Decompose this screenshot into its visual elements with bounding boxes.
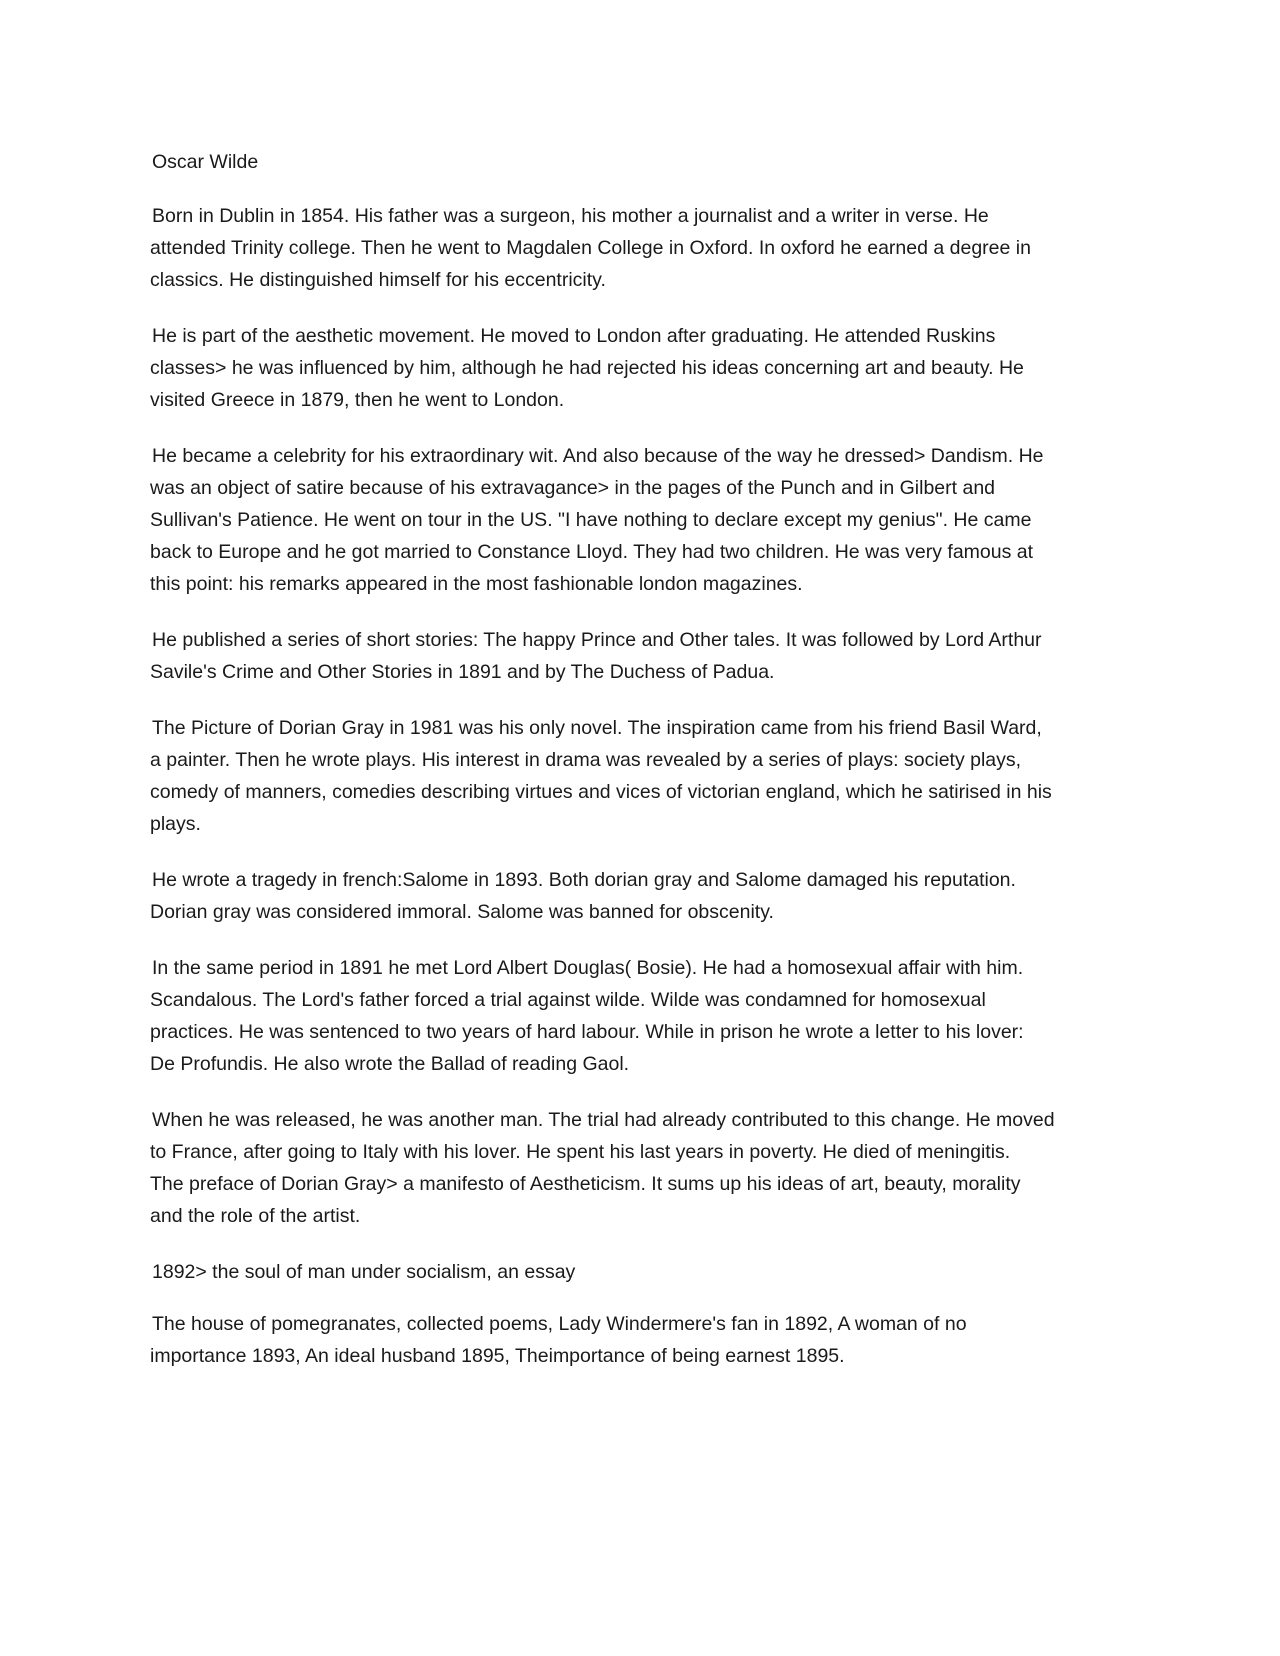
paragraph-line: He became a celebrity for his extraordinary wit. And also because of the way he dressed> Dandism. He <box>152 445 1044 467</box>
paragraph-line: classes> he was influenced by him, although he had rejected his ideas concerning art and beauty. He <box>150 357 1024 379</box>
paragraph-line: and the role of the artist. <box>150 1205 361 1227</box>
paragraph-line: In the same period in 1891 he met Lord Albert Douglas( Bosie). He had a homosexual affair with him. <box>152 957 1024 979</box>
paragraph <box>150 952 1140 1080</box>
paragraph <box>150 440 1140 600</box>
paragraph-line: was an object of satire because of his extravagance> in the pages of the Punch and in Gilbert and <box>150 477 996 499</box>
paragraph-line: Dorian gray was considered immoral. Salome was banned for obscenity. <box>150 901 774 923</box>
paragraph-line: a painter. Then he wrote plays. His interest in drama was revealed by a series of plays: society plays, <box>150 749 1022 771</box>
paragraph-line: The house of pomegranates, collected poems, Lady Windermere's fan in 1892, A woman of no <box>152 1313 967 1335</box>
paragraph-line: He published a series of short stories: The happy Prince and Other tales. It was followed by Lord Arthur <box>152 629 1042 651</box>
paragraph-line: Sullivan's Patience. He went on tour in the US. "I have nothing to declare except my genius". He came <box>150 509 1032 531</box>
paragraph-line: comedy of manners, comedies describing virtues and vices of victorian england, which he satirised in his <box>150 781 1052 803</box>
paragraph <box>150 624 1140 688</box>
paragraph-line: 1892> the soul of man under socialism, an essay <box>152 1261 576 1283</box>
paragraph-line: back to Europe and he got married to Constance Lloyd. They had two children. He was very famous at <box>150 541 1034 563</box>
paragraph-line: Born in Dublin in 1854. His father was a surgeon, his mother a journalist and a writer in verse. He <box>152 205 989 227</box>
paragraph-line: The preface of Dorian Gray> a manifesto of Aestheticism. It sums up his ideas of art, beauty, morality <box>150 1173 1021 1195</box>
paragraph <box>150 864 1140 928</box>
paragraph-line: to France, after going to Italy with his lover. He spent his last years in poverty. He died of meningitis. <box>150 1141 1011 1163</box>
paragraph-line: When he was released, he was another man. The trial had already contributed to this change. He moved <box>152 1109 1055 1131</box>
paragraph-list <box>150 200 1140 1372</box>
document-title: Oscar Wilde <box>152 151 259 173</box>
document-body <box>150 146 1140 1396</box>
paragraph-line: De Profundis. He also wrote the Ballad of reading Gaol. <box>150 1053 630 1075</box>
paragraph-line: He is part of the aesthetic movement. He moved to London after graduating. He attended Ruskins <box>152 325 996 347</box>
paragraph <box>150 1256 1140 1288</box>
paragraph-line: visited Greece in 1879, then he went to London. <box>150 389 565 411</box>
paragraph <box>150 320 1140 416</box>
paragraph <box>150 200 1140 296</box>
paragraph-line: this point: his remarks appeared in the most fashionable london magazines. <box>150 573 803 595</box>
paragraph-line: importance 1893, An ideal husband 1895, Theimportance of being earnest 1895. <box>150 1345 845 1367</box>
paragraph-line: Savile's Crime and Other Stories in 1891 and by The Duchess of Padua. <box>150 661 775 683</box>
paragraph <box>150 1308 1140 1372</box>
paragraph-line: practices. He was sentenced to two years of hard labour. While in prison he wrote a letter to his lover: <box>150 1021 1024 1043</box>
paragraph-line: attended Trinity college. Then he went to Magdalen College in Oxford. In oxford he earned a degree in <box>150 237 1031 259</box>
paragraph-line: plays. <box>150 813 201 835</box>
paragraph-line: Scandalous. The Lord's father forced a trial against wilde. Wilde was condamned for homosexual <box>150 989 986 1011</box>
paragraph <box>150 712 1140 840</box>
paragraph-line: He wrote a tragedy in french:Salome in 1893. Both dorian gray and Salome damaged his reputation. <box>152 869 1016 891</box>
paragraph <box>150 1104 1140 1232</box>
paragraph-line: classics. He distinguished himself for his eccentricity. <box>150 269 606 291</box>
paragraph-line: The Picture of Dorian Gray in 1981 was his only novel. The inspiration came from his friend Basil Ward, <box>152 717 1042 739</box>
